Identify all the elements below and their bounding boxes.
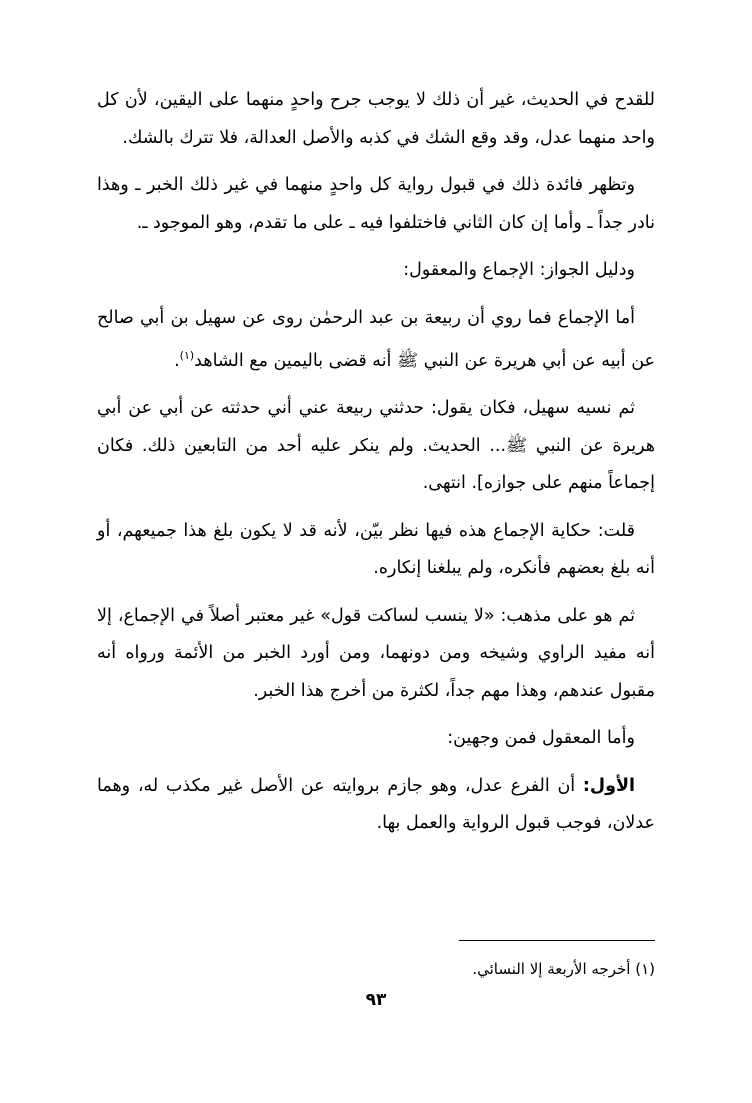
paragraph-9-text: أن الفرع عدل، وهو جازم بروايته عن الأصل غير مكذب له، وهما عدلان، فوجب قبول الرواية والعمل بها. [97, 775, 655, 834]
body-text [97, 82, 655, 853]
footnote-divider [459, 940, 655, 941]
paragraph-6: قلت: حكاية الإجماع هذه فيها نظر بيّن، لأنه قد لا يكون بلغ هذا جميعهم، أو أنه بلغ بعضهم فأنكره، ولم يبلغنا إنكاره. [97, 520, 655, 579]
paragraph-1: للقدح في الحديث، غير أن ذلك لا يوجب جرح واحدٍ منهما على اليقين، لأن كل واحد منهما عدل، وقد وقع الشك في كذبه والأصل العدالة، فلا تترك بالشك. [97, 90, 655, 148]
paragraph-2: وتظهر فائدة ذلك في قبول رواية كل واحدٍ منهما في غير ذلك الخبر ـ وهذا نادر جداً ـ وأما إن كان الثاني فاختلفوا فيه ـ على ما تقدم، وهو الموجود ـ. [97, 175, 655, 233]
paragraph-4-text: أما الإجماع فما روي أن ربيعة بن عبد الرحمٰن روى عن سهيل بن أبي صالح عن أبيه عن أبي هريرة عن النبي ﷺ أنه قضى باليمين مع الشاهد [97, 307, 655, 371]
paragraph-9-lead: الأول: [582, 775, 635, 796]
paragraph-9 [97, 768, 655, 843]
paragraph-5: ثم نسيه سهيل، فكان يقول: حدثني ربيعة عني أني حدثته عن أبي عن أبي هريرة عن النبي ﷺ... الحديث. ولم ينكر عليه أحد من التابعين ذلك. فكان إجماعاً منهم على جوازه]. انتهى. [97, 398, 655, 494]
page-number: ٩٣ [365, 990, 387, 1010]
paragraph-4: أما الإجماع فما روي أن ربيعة بن عبد الرحمٰن روى عن سهيل بن أبي صالح عن أبيه عن أبي هريرة عن النبي ﷺ أنه قضى باليمين مع الشاهد$^{(١)}$. [97, 307, 655, 371]
footnote: (١) أخرجه الأربعة إلا النسائي. [472, 960, 655, 978]
paragraph-7: ثم هو على مذهب: «لا ينسب لساكت قول» غير معتبر أصلاً في الإجماع، إلا أنه مفيد الراوي وشيخه ومن دونهما، ومن أورد الخبر من الأئمة ورواه أنه مقبول عندهم، وهذا مهم جداً، لكثرة من أخرج هذا الخبر. [97, 605, 655, 701]
paragraph-3: ودليل الجواز: الإجماع والمعقول: [403, 260, 635, 280]
paragraph-8: وأما المعقول فمن وجهين: [447, 728, 635, 749]
footnote-reference: (١) [179, 349, 195, 362]
